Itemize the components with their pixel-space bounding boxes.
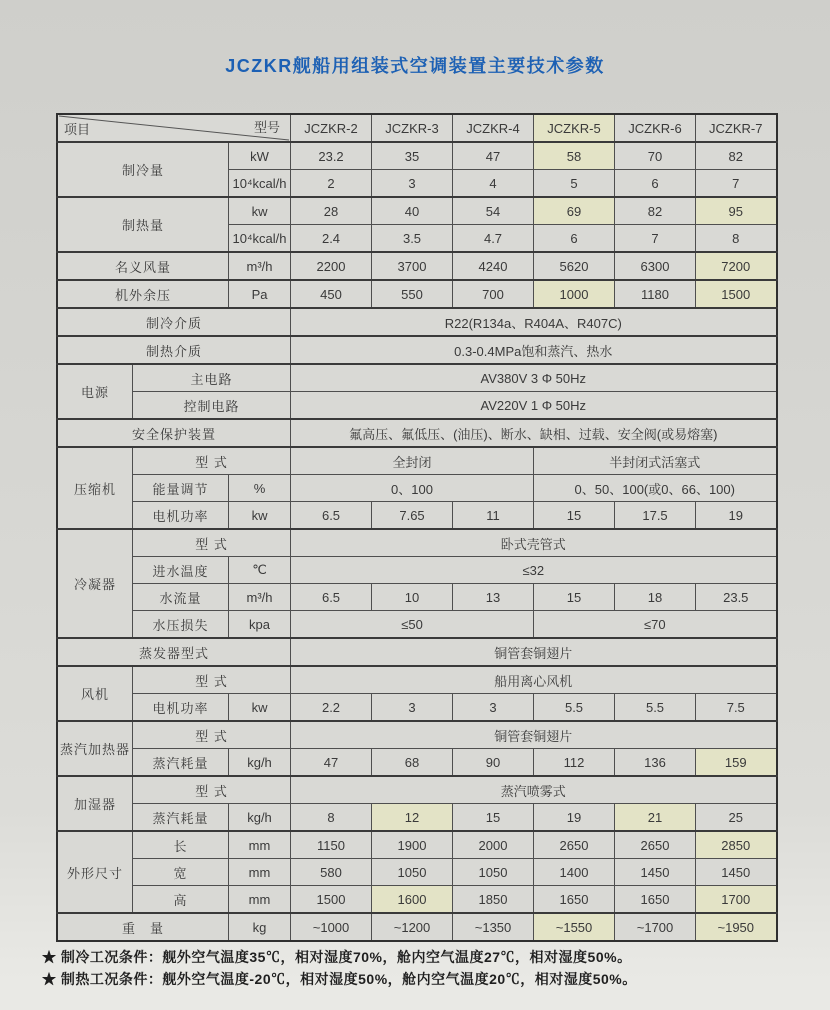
row-cooling-kw: [57, 142, 777, 170]
row-external-pressure: [57, 280, 777, 308]
value-cell: 铜管套铜翅片: [291, 638, 777, 666]
label-motor-power: 电机功率: [133, 502, 229, 530]
unit-cell: mm: [229, 831, 291, 859]
value-cell: 700: [453, 280, 534, 308]
unit-cell: 10⁴kcal/h: [229, 170, 291, 198]
label-safety-devices: 安全保护装置: [57, 419, 291, 447]
value-cell: 氟高压、氟低压、(油压)、断水、缺相、过载、安全阀(或易熔塞): [291, 419, 777, 447]
unit-cell: Pa: [229, 280, 291, 308]
label-dimensions: 外形尺寸: [57, 831, 133, 913]
value-cell: 6.5: [291, 502, 372, 530]
row-refrigerant: [57, 308, 777, 336]
value-cell: 全封闭: [291, 447, 534, 475]
row-heating-kw: [57, 197, 777, 225]
row-weight: [57, 913, 777, 941]
unit-cell: kg: [229, 913, 291, 941]
value-cell: 18: [615, 584, 696, 611]
unit-cell: %: [229, 475, 291, 502]
value-cell: 6: [534, 225, 615, 253]
label-water-pressure-loss: 水压损失: [133, 611, 229, 639]
value-cell: 0、50、100(或0、66、100): [534, 475, 777, 502]
value-cell: 1050: [372, 859, 453, 886]
row-steam-heater-type: [57, 721, 777, 749]
value-cell: 蒸汽喷雾式: [291, 776, 777, 804]
value-cell: ≤70: [534, 611, 777, 639]
model-header: JCZKR-2: [291, 114, 372, 142]
row-heating-medium: [57, 336, 777, 364]
label-steam-consumption: 蒸汽耗量: [133, 749, 229, 777]
unit-cell: m³/h: [229, 252, 291, 280]
label-inlet-water-temp: 进水温度: [133, 557, 229, 584]
value-cell: 15: [453, 804, 534, 832]
value-cell: 54: [453, 197, 534, 225]
value-cell: 69: [534, 197, 615, 225]
value-cell: R22(R134a、R404A、R407C): [291, 308, 777, 336]
label-steam-heater: 蒸汽加热器: [57, 721, 133, 776]
label-motor-power: 电机功率: [133, 694, 229, 722]
row-humidifier-consumption: [57, 804, 777, 832]
value-cell: 6300: [615, 252, 696, 280]
label-evaporator-type: 蒸发器型式: [57, 638, 291, 666]
unit-cell: kw: [229, 502, 291, 530]
value-cell: 2.4: [291, 225, 372, 253]
value-cell: 95: [696, 197, 777, 225]
value-cell: 5.5: [534, 694, 615, 722]
value-cell: 2850: [696, 831, 777, 859]
label-energy-adjust: 能量调节: [133, 475, 229, 502]
value-cell: 1450: [696, 859, 777, 886]
value-cell: 19: [696, 502, 777, 530]
unit-cell: kg/h: [229, 804, 291, 832]
unit-cell: ℃: [229, 557, 291, 584]
value-cell: 3: [372, 170, 453, 198]
value-cell: 3: [453, 694, 534, 722]
unit-cell: mm: [229, 859, 291, 886]
value-cell: 1500: [291, 886, 372, 914]
label-humidifier: 加湿器: [57, 776, 133, 831]
row-fan-motor: [57, 694, 777, 722]
label-heating-medium: 制热介质: [57, 336, 291, 364]
unit-cell: m³/h: [229, 584, 291, 611]
value-cell: 6: [615, 170, 696, 198]
value-cell: 23.5: [696, 584, 777, 611]
corner-model-label: 型号: [254, 120, 281, 135]
value-cell: 68: [372, 749, 453, 777]
value-cell: 1000: [534, 280, 615, 308]
value-cell: 12: [372, 804, 453, 832]
value-cell: 1050: [453, 859, 534, 886]
model-header: JCZKR-4: [453, 114, 534, 142]
value-cell: ~1000: [291, 913, 372, 941]
label-steam-consumption: 蒸汽耗量: [133, 804, 229, 832]
value-cell: 90: [453, 749, 534, 777]
label-width: 宽: [133, 859, 229, 886]
value-cell: 17.5: [615, 502, 696, 530]
value-cell: 4.7: [453, 225, 534, 253]
label-type: 型 式: [133, 529, 291, 557]
value-cell: 82: [615, 197, 696, 225]
value-cell: 1600: [372, 886, 453, 914]
label-type: 型 式: [133, 666, 291, 694]
value-cell: 40: [372, 197, 453, 225]
page-title: JCZKR舰船用组装式空调装置主要技术参数: [225, 56, 605, 76]
row-condenser-type: [57, 529, 777, 557]
row-steam-heater-consumption: [57, 749, 777, 777]
value-cell: 4240: [453, 252, 534, 280]
corner-cell: [57, 114, 291, 142]
value-cell: 11: [453, 502, 534, 530]
value-cell: 3700: [372, 252, 453, 280]
value-cell: ≤50: [291, 611, 534, 639]
value-cell: 6.5: [291, 584, 372, 611]
value-cell: 13: [453, 584, 534, 611]
label-refrigerant: 制冷介质: [57, 308, 291, 336]
row-condenser-pressure-loss: [57, 611, 777, 639]
label-type: 型 式: [133, 721, 291, 749]
value-cell: 1900: [372, 831, 453, 859]
row-fan-type: [57, 666, 777, 694]
value-cell: 25: [696, 804, 777, 832]
unit-cell: kw: [229, 694, 291, 722]
value-cell: 2: [291, 170, 372, 198]
corner-item-label: 项目: [64, 122, 91, 137]
value-cell: ~1550: [534, 913, 615, 941]
value-cell: 580: [291, 859, 372, 886]
spec-table: [56, 113, 778, 942]
label-type: 型 式: [133, 776, 291, 804]
header-row: [57, 114, 777, 142]
value-cell: ~1200: [372, 913, 453, 941]
label-airflow: 名义风量: [57, 252, 229, 280]
label-type: 型 式: [133, 447, 291, 475]
value-cell: 112: [534, 749, 615, 777]
row-compressor-motor: [57, 502, 777, 530]
value-cell: 8: [291, 804, 372, 832]
value-cell: 7.65: [372, 502, 453, 530]
row-power-main: [57, 364, 777, 392]
value-cell: 2.2: [291, 694, 372, 722]
value-cell: 58: [534, 142, 615, 170]
value-cell: 3: [372, 694, 453, 722]
label-fan: 风机: [57, 666, 133, 721]
value-cell: ≤32: [291, 557, 777, 584]
row-humidifier-type: [57, 776, 777, 804]
value-cell: 28: [291, 197, 372, 225]
unit-cell: mm: [229, 886, 291, 914]
value-cell: 70: [615, 142, 696, 170]
value-cell: 1700: [696, 886, 777, 914]
unit-cell: 10⁴kcal/h: [229, 225, 291, 253]
value-cell: 7: [696, 170, 777, 198]
value-cell: 卧式壳管式: [291, 529, 777, 557]
value-cell: 1650: [534, 886, 615, 914]
value-cell: 15: [534, 502, 615, 530]
value-cell: AV220V 1 Φ 50Hz: [291, 392, 777, 420]
value-cell: 159: [696, 749, 777, 777]
label-external-pressure: 机外余压: [57, 280, 229, 308]
value-cell: 450: [291, 280, 372, 308]
value-cell: 1400: [534, 859, 615, 886]
value-cell: 7: [615, 225, 696, 253]
row-condenser-inlet-temp: [57, 557, 777, 584]
row-compressor-energy: [57, 475, 777, 502]
heating-condition-note: ★ 制热工况条件：舰外空气温度-20℃，相对湿度50%，舱内空气温度20℃，相对湿度50%。: [42, 971, 637, 987]
unit-cell: kg/h: [229, 749, 291, 777]
row-power-control: [57, 392, 777, 420]
row-dimensions-width: [57, 859, 777, 886]
row-dimensions-length: [57, 831, 777, 859]
unit-cell: kpa: [229, 611, 291, 639]
value-cell: 1500: [696, 280, 777, 308]
label-heating-capacity: 制热量: [57, 197, 229, 252]
label-compressor: 压缩机: [57, 447, 133, 529]
label-cooling-capacity: 制冷量: [57, 142, 229, 197]
value-cell: 10: [372, 584, 453, 611]
value-cell: 2200: [291, 252, 372, 280]
footnotes: [42, 946, 802, 990]
value-cell: ~1950: [696, 913, 777, 941]
unit-cell: kw: [229, 197, 291, 225]
value-cell: 82: [696, 142, 777, 170]
unit-cell: kW: [229, 142, 291, 170]
value-cell: 136: [615, 749, 696, 777]
value-cell: 0、100: [291, 475, 534, 502]
value-cell: 19: [534, 804, 615, 832]
value-cell: 0.3-0.4MPa饱和蒸汽、热水: [291, 336, 777, 364]
row-condenser-water-flow: [57, 584, 777, 611]
model-header: JCZKR-3: [372, 114, 453, 142]
value-cell: 8: [696, 225, 777, 253]
value-cell: 1180: [615, 280, 696, 308]
value-cell: 船用离心风机: [291, 666, 777, 694]
row-airflow: [57, 252, 777, 280]
cooling-condition-note: ★ 制冷工况条件：舰外空气温度35℃，相对湿度70%，舱内空气温度27℃，相对湿度50%。: [42, 949, 632, 965]
value-cell: 550: [372, 280, 453, 308]
label-control-circuit: 控制电路: [133, 392, 291, 420]
value-cell: AV380V 3 Φ 50Hz: [291, 364, 777, 392]
value-cell: 1150: [291, 831, 372, 859]
label-water-flow: 水流量: [133, 584, 229, 611]
value-cell: 4: [453, 170, 534, 198]
label-length: 长: [133, 831, 229, 859]
label-weight: 重 量: [57, 913, 229, 941]
row-evaporator: [57, 638, 777, 666]
value-cell: 7200: [696, 252, 777, 280]
value-cell: 47: [453, 142, 534, 170]
value-cell: 35: [372, 142, 453, 170]
value-cell: ~1350: [453, 913, 534, 941]
value-cell: 1450: [615, 859, 696, 886]
row-dimensions-height: [57, 886, 777, 914]
value-cell: 1850: [453, 886, 534, 914]
row-compressor-type: [57, 447, 777, 475]
value-cell: 21: [615, 804, 696, 832]
value-cell: 2000: [453, 831, 534, 859]
row-safety: [57, 419, 777, 447]
value-cell: 15: [534, 584, 615, 611]
model-header: JCZKR-6: [615, 114, 696, 142]
value-cell: 1650: [615, 886, 696, 914]
label-condenser: 冷凝器: [57, 529, 133, 638]
model-header: JCZKR-5: [534, 114, 615, 142]
value-cell: 47: [291, 749, 372, 777]
value-cell: 半封闭式活塞式: [534, 447, 777, 475]
value-cell: 5620: [534, 252, 615, 280]
value-cell: 铜管套铜翅片: [291, 721, 777, 749]
value-cell: 2650: [534, 831, 615, 859]
value-cell: 7.5: [696, 694, 777, 722]
value-cell: 2650: [615, 831, 696, 859]
label-main-circuit: 主电路: [133, 364, 291, 392]
value-cell: ~1700: [615, 913, 696, 941]
value-cell: 23.2: [291, 142, 372, 170]
model-header: JCZKR-7: [696, 114, 777, 142]
value-cell: 5: [534, 170, 615, 198]
label-height: 高: [133, 886, 229, 914]
value-cell: 5.5: [615, 694, 696, 722]
value-cell: 3.5: [372, 225, 453, 253]
label-power: 电源: [57, 364, 133, 419]
